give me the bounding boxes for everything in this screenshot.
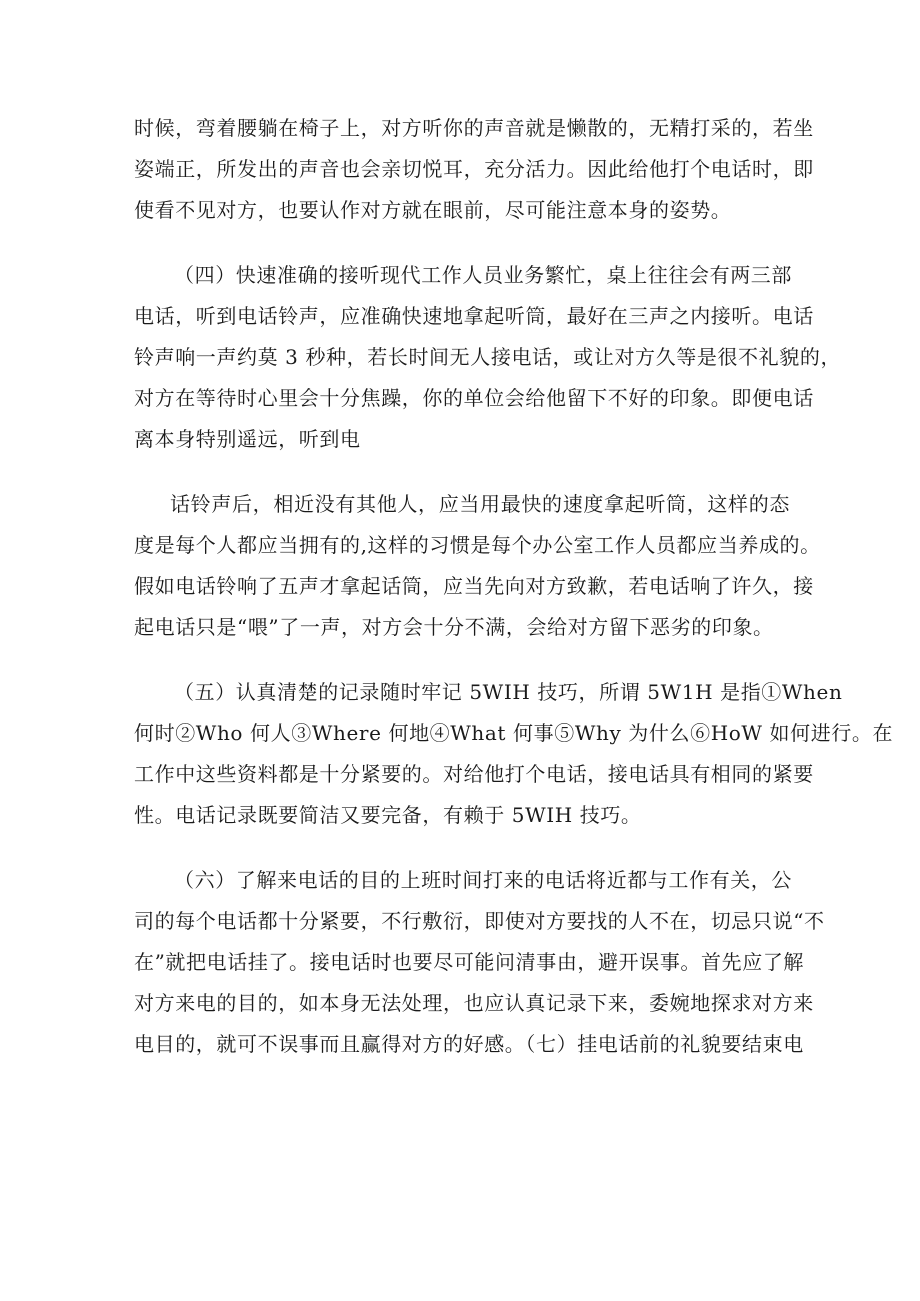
text-line: 姿端正，所发出的声音也会亲切悦耳，充分活力。因此给他打个电话时，即 bbox=[134, 157, 814, 181]
text-line: 对方来电的目的，如本身无法处理，也应认真记录下来，委婉地探求对方来 bbox=[134, 991, 814, 1015]
text-line: 司的每个电话都十分紧要，不行敷衍，即使对方要找的人不在，切忌只说“不 bbox=[134, 909, 825, 933]
text-line: 何时②Who 何人③Where 何地④What 何事⑤Why 为什么⑥HoW 如何进行。在 bbox=[134, 721, 894, 745]
text-line: 电话，听到电话铃声，应准确快速地拿起听筒，最好在三声之内接听。电话 bbox=[134, 304, 814, 328]
text-line: 假如电话铃响了五声才拿起话筒，应当先向对方致歉，若电话响了许久，接 bbox=[134, 574, 814, 598]
document-page bbox=[134, 108, 894, 1089]
text-line: 度是每个人都应当拥有的,这样的习惯是每个办公室工作人员都应当养成的。 bbox=[134, 533, 821, 557]
text-line: （五）认真清楚的记录随时牢记 5WIH 技巧，所谓 5W1H 是指①When bbox=[174, 680, 843, 704]
text-line: 起电话只是“喂”了一声，对方会十分不满，会给对方留下恶劣的印象。 bbox=[134, 615, 774, 639]
paragraph-section-6 bbox=[134, 860, 825, 1065]
text-line: 话铃声后，相近没有其他人，应当用最快的速度拿起听筒，这样的态 bbox=[170, 492, 790, 516]
text-line: （六）了解来电话的目的上班时间打来的电话将近都与工作有关，公 bbox=[174, 868, 792, 892]
text-line: 铃声响一声约莫 3 秒种，若长时间无人接电话，或让对方久等是很不礼貌的， bbox=[134, 345, 842, 369]
text-line: 时候，弯着腰躺在椅子上，对方听你的声音就是懒散的，无精打采的，若坐 bbox=[134, 116, 814, 140]
paragraph-section-5 bbox=[134, 672, 894, 836]
text-line: 电目的，就可不误事而且赢得对方的好感。（七）挂电话前的礼貌要结束电 bbox=[134, 1032, 804, 1056]
text-line: （四）快速准确的接听现代工作人员业务繁忙，桌上往往会有两三部 bbox=[174, 263, 792, 287]
paragraph-section-4 bbox=[134, 255, 842, 460]
text-line: 在”就把电话挂了。接电话时也要尽可能问清事由，避开误事。首先应了解 bbox=[134, 950, 805, 974]
text-line: 性。电话记录既要简洁又要完备，有赖于 5WIH 技巧。 bbox=[134, 803, 642, 827]
text-line: 对方在等待时心里会十分焦躁，你的单位会给他留下不好的印象。即便电话 bbox=[134, 386, 814, 410]
text-line: 工作中这些资料都是十分紧要的。对给他打个电话，接电话具有相同的紧要 bbox=[134, 762, 814, 786]
paragraph-section-4-continued bbox=[134, 484, 821, 648]
paragraph-posture bbox=[134, 108, 814, 231]
text-line: 使看不见对方，也要认作对方就在眼前，尽可能注意本身的姿势。 bbox=[134, 198, 732, 222]
text-line: 离本身特别遥远，听到电 bbox=[134, 427, 361, 451]
